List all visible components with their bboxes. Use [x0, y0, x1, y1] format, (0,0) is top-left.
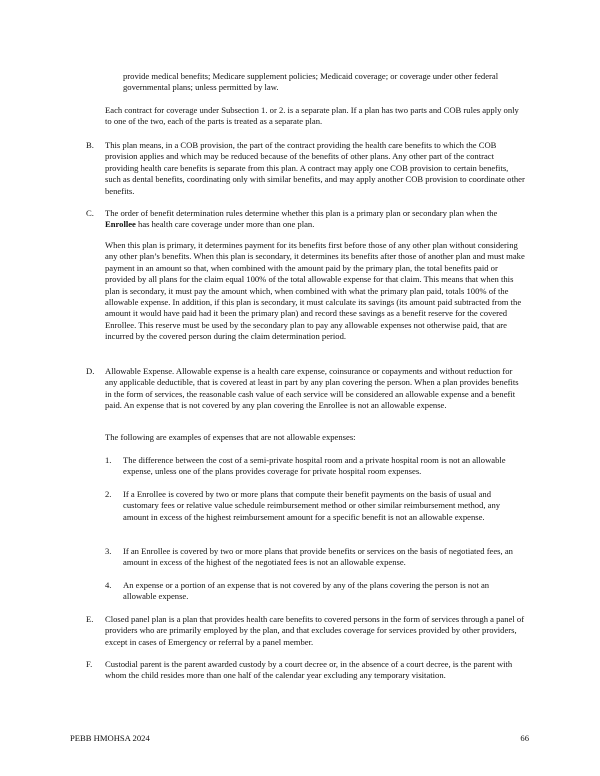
list-item-2-marker: 2.: [105, 489, 112, 499]
list-item-1-marker: 1.: [105, 455, 112, 465]
enrollee-term: Enrollee: [105, 219, 136, 230]
section-e-marker: E.: [86, 614, 94, 624]
list-item-4: An expense or a portion of an expense that is not covered by any of the plans covering the person is not an allowable expense.: [123, 580, 490, 602]
section-c-text: When this plan is primary, it determines payment for its benefits first before those of any other plan without considering any other plan’s benefits. When this plan is secondary, it determines its benefits after those of another plan and must make payment in an amount so that, when combined with the amount paid by the primary plan, the total benefits paid or provided by all plans for the claim equal 100% of the total allowable expense for that claim. This means that when this plan is secondary, it must pay the amount which, when combined with what the primary plan paid, totals 100% of the allowable expense. In addition, if this plan is secondary, it must calculate its savings (its amount paid subtracted from the amount it would have paid had it been the primary plan) and record these savings as a benefit reserve for the covered Enrollee. This reserve must be used by the secondary plan to pay any allowable expenses not otherwise paid, that are incurred by the covered person during the claim determination period.: [105, 240, 525, 342]
section-f-marker: F.: [86, 659, 93, 669]
section-f-text: Custodial parent is the parent awarded custody by a court decree or, in the absence of a court decree, is the parent with whom the child resides more than one half of the calendar year excluding any temporary visitation.: [105, 659, 513, 681]
list-item-2: If a Enrollee is covered by two or more plans that compute their benefit payments on the basis of usual and customary fees or relative value schedule reimbursement method or other similar reimbursement method, any amount in excess of the highest reimbursement amount for a specific benefit is not an allowable expense.: [123, 489, 501, 522]
section-c-marker: C.: [86, 208, 94, 218]
section-d-examples-intro: The following are examples of expenses that are not allowable expenses:: [105, 432, 356, 442]
footer-document-title: PEBB HMOHSA 2024: [70, 733, 150, 743]
list-item-4-marker: 4.: [105, 580, 112, 590]
section-d-marker: D.: [86, 366, 95, 376]
section-b-marker: B.: [86, 140, 94, 150]
list-item-3-marker: 3.: [105, 546, 112, 556]
list-item-3: If an Enrollee is covered by two or more plans that provide benefits or services on the basis of negotiated fees, an amount in excess of the highest of the negotiated fees is not an allowable expense.: [123, 546, 513, 568]
section-d-text: Allowable Expense. Allowable expense is a health care expense, coinsurance or copayments and without reduction for any applicable deductible, that is covered at least in part by any plan covering the person. When a plan provides benefits in the form of services, the reasonable cash value of each service will be considered an allowable expense and a benefit paid. An expense that is not covered by any plan covering the Enrollee is not an allowable expense.: [105, 366, 519, 411]
section-c-lead: The order of benefit determination rules determine whether this plan is a primary plan or secondary plan when the Enrollee has health care coverage under more than one plan.: [105, 208, 498, 230]
section-b-text: This plan means, in a COB provision, the part of the contract providing the health care benefits to which the COB provision applies and which may be reduced because of the benefits of other plans. Any other part of the contract providing health care benefits is separate from this plan. A contract may apply one COB provision to certain benefits, such as dental benefits, coordinating only with similar benefits, and may apply another COB provision to coordinate other benefits.: [105, 140, 525, 196]
footer-page-number: 66: [520, 733, 529, 743]
section-e-text: Closed panel plan is a plan that provides health care benefits to covered persons in the form of services through a panel of providers who are primarily employed by the plan, and that excludes coverage for services provided by other providers, except in cases of Emergency or referral by a panel member.: [105, 614, 525, 647]
list-item-1: The difference between the cost of a semi-private hospital room and a private hospital room is not an allowable expense, unless one of the plans provides coverage for private hospital room expenses.: [123, 455, 506, 477]
intro-continuation: provide medical benefits; Medicare supplement policies; Medicaid coverage; or coverage under other federal governmental plans; unless permitted by law.: [123, 71, 499, 93]
intro-contract-note: Each contract for coverage under Subsection 1. or 2. is a separate plan. If a plan has two parts and COB rules apply only to one of the two, each of the parts is treated as a separate plan.: [105, 105, 519, 127]
